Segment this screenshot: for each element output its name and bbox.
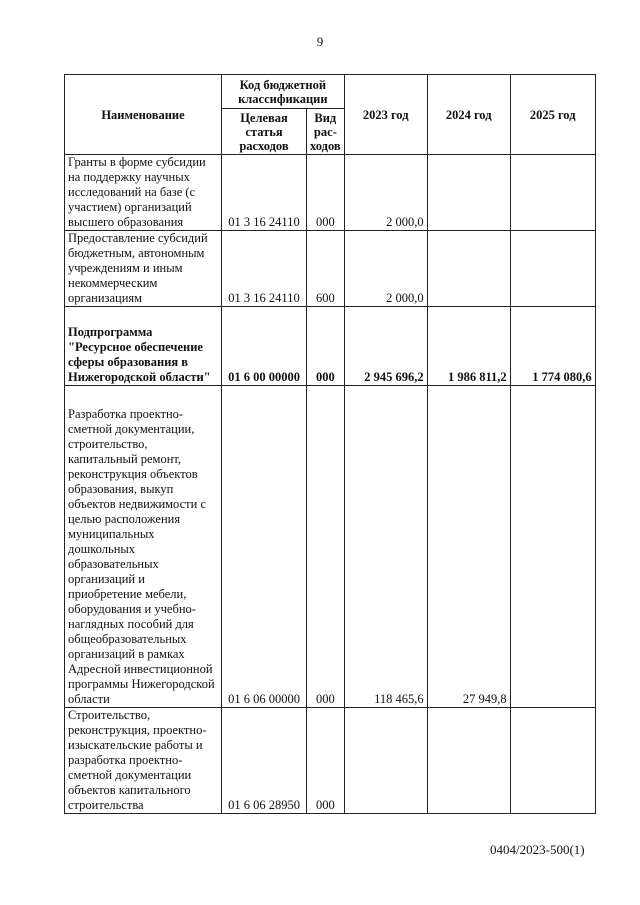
row-kind: 000 <box>307 708 345 814</box>
table-row-subprogram <box>65 307 596 386</box>
row-2023: 2 000,0 <box>344 155 427 231</box>
row-2024: 27 949,8 <box>427 386 510 708</box>
header-target-article: Целевая статья расходов <box>222 109 307 155</box>
budget-table <box>64 74 596 814</box>
row-target: 01 6 06 28950 <box>222 708 307 814</box>
row-2025 <box>510 708 595 814</box>
row-name: Гранты в форме субсидии на поддержку научных исследований на базе (с участием) организаций высшего образования <box>65 155 222 231</box>
row-target: 01 6 00 00000 <box>222 307 307 386</box>
table-header-row <box>65 75 596 109</box>
row-2023: 2 000,0 <box>344 231 427 307</box>
row-target: 01 6 06 00000 <box>222 386 307 708</box>
header-expense-type: Вид рас-ходов <box>307 109 345 155</box>
row-target: 01 3 16 24110 <box>222 231 307 307</box>
row-name: Разработка проектно-сметной документации, строительство, капитальный ремонт, реконструкция объектов образования, выкуп объектов недвижимости с целью расположения муниципальных дошкольных образовательных организаций и приобретение мебели, оборудования и учебно-наглядных пособий для общеобразовательных организаций в рамках Адресной инвестиционной программы Нижегородской области <box>65 386 222 708</box>
row-2024 <box>427 708 510 814</box>
row-2024: 1 986 811,2 <box>427 307 510 386</box>
table-row <box>65 708 596 814</box>
table-row <box>65 231 596 307</box>
row-kind: 000 <box>307 307 345 386</box>
row-2025 <box>510 386 595 708</box>
row-kind: 000 <box>307 386 345 708</box>
header-2023: 2023 год <box>344 75 427 155</box>
header-name: Наименование <box>65 75 222 155</box>
row-2023 <box>344 708 427 814</box>
page-number: 9 <box>316 34 324 49</box>
row-2023: 2 945 696,2 <box>344 307 427 386</box>
row-2025 <box>510 155 595 231</box>
header-2025: 2025 год <box>510 75 595 155</box>
row-2025 <box>510 231 595 307</box>
row-name: Строительство, реконструкция, проектно-изыскательские работы и разработка проектно-сметной документации объектов капитального строительства <box>65 708 222 814</box>
table-row <box>65 155 596 231</box>
row-name: Предоставление субсидий бюджетным, автономным учреждениям и иным некоммерческим организациям <box>65 231 222 307</box>
row-target: 01 3 16 24110 <box>222 155 307 231</box>
row-kind: 600 <box>307 231 345 307</box>
document-number: 0404/2023-500(1) <box>490 842 585 857</box>
row-2024 <box>427 155 510 231</box>
row-2024 <box>427 231 510 307</box>
row-2025: 1 774 080,6 <box>510 307 595 386</box>
header-code-group: Код бюджетной классификации <box>222 75 345 109</box>
row-2023: 118 465,6 <box>344 386 427 708</box>
table-row <box>65 386 596 708</box>
header-2024: 2024 год <box>427 75 510 155</box>
row-kind: 000 <box>307 155 345 231</box>
row-name: Подпрограмма "Ресурсное обеспечение сферы образования в Нижегородской области" <box>65 307 222 386</box>
